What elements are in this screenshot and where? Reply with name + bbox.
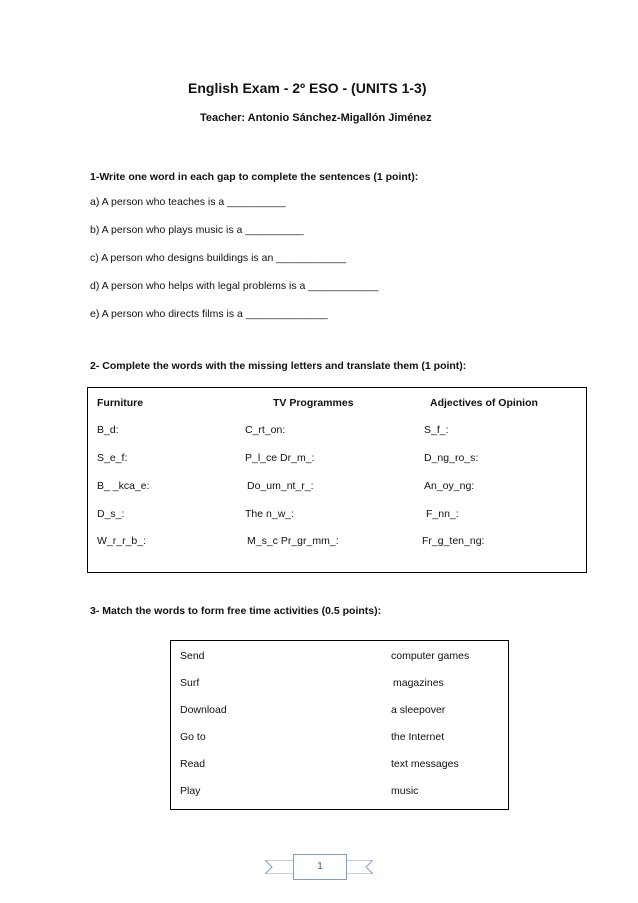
match-right-item: the Internet [391,731,445,743]
table-cell: D_ng_ro_s: [424,452,479,464]
match-left-item: Go to [180,731,206,743]
section1-item-b: b) A person who plays music is a __________ [90,224,304,236]
match-left-item: Send [180,650,205,662]
table-cell: D_s_: [97,508,125,520]
exam-title: English Exam - 2º ESO - (UNITS 1-3) [188,80,427,96]
match-right-item: magazines [393,677,444,689]
match-right-item: music [391,785,419,797]
ribbon-left-icon [265,860,295,874]
table-cell: The n_w_: [245,508,295,520]
match-left-item: Download [180,704,227,716]
page-number: 1 [317,861,323,872]
match-left-item: Read [180,758,206,770]
table-cell: B_ _kca_e: [97,480,150,492]
column-header-furniture: Furniture [97,397,144,409]
teacher-name: Teacher: Antonio Sánchez-Migallón Jiménez [200,112,432,124]
table-cell: An_oy_ng: [424,480,475,492]
table-cell: M_s_c Pr_gr_mm_: [247,535,339,547]
match-right-item: computer games [391,650,470,662]
section1-item-a: a) A person who teaches is a __________ [90,196,286,208]
match-left-item: Play [180,785,201,797]
matching-table [170,640,509,810]
column-header-tv-programmes: TV Programmes [273,397,354,409]
match-right-item: text messages [391,758,459,770]
table-cell: S_f_: [424,424,449,436]
section1-heading: 1-Write one word in each gap to complete the sentences (1 point): [90,171,419,183]
section2-heading: 2- Complete the words with the missing letters and translate them (1 point): [90,360,467,372]
table-cell: P_l_ce Dr_m_: [245,452,315,464]
match-right-item: a sleepover [391,704,446,716]
match-left-item: Surf [180,677,200,689]
section1-item-e: e) A person who directs films is a ______________ [90,308,328,320]
section1-item-c: c) A person who designs buildings is an ____________ [90,252,347,264]
table-cell: Fr_g_ten_ng: [422,535,485,547]
table-cell: S_e_f: [97,452,128,464]
table-cell: B_d: [97,424,119,436]
section3-heading: 3- Match the words to form free time activities (0.5 points): [90,605,382,617]
column-header-adjectives: Adjectives of Opinion [430,397,538,409]
ribbon-right-icon [343,860,373,874]
table-cell: F_nn_: [426,508,459,520]
page-number-frame [293,854,347,880]
table-cell: Do_um_nt_r_: [247,480,314,492]
table-cell: C_rt_on: [245,424,286,436]
section1-item-d: d) A person who helps with legal problems is a ____________ [90,280,379,292]
table-cell: W_r_r_b_: [97,535,147,547]
